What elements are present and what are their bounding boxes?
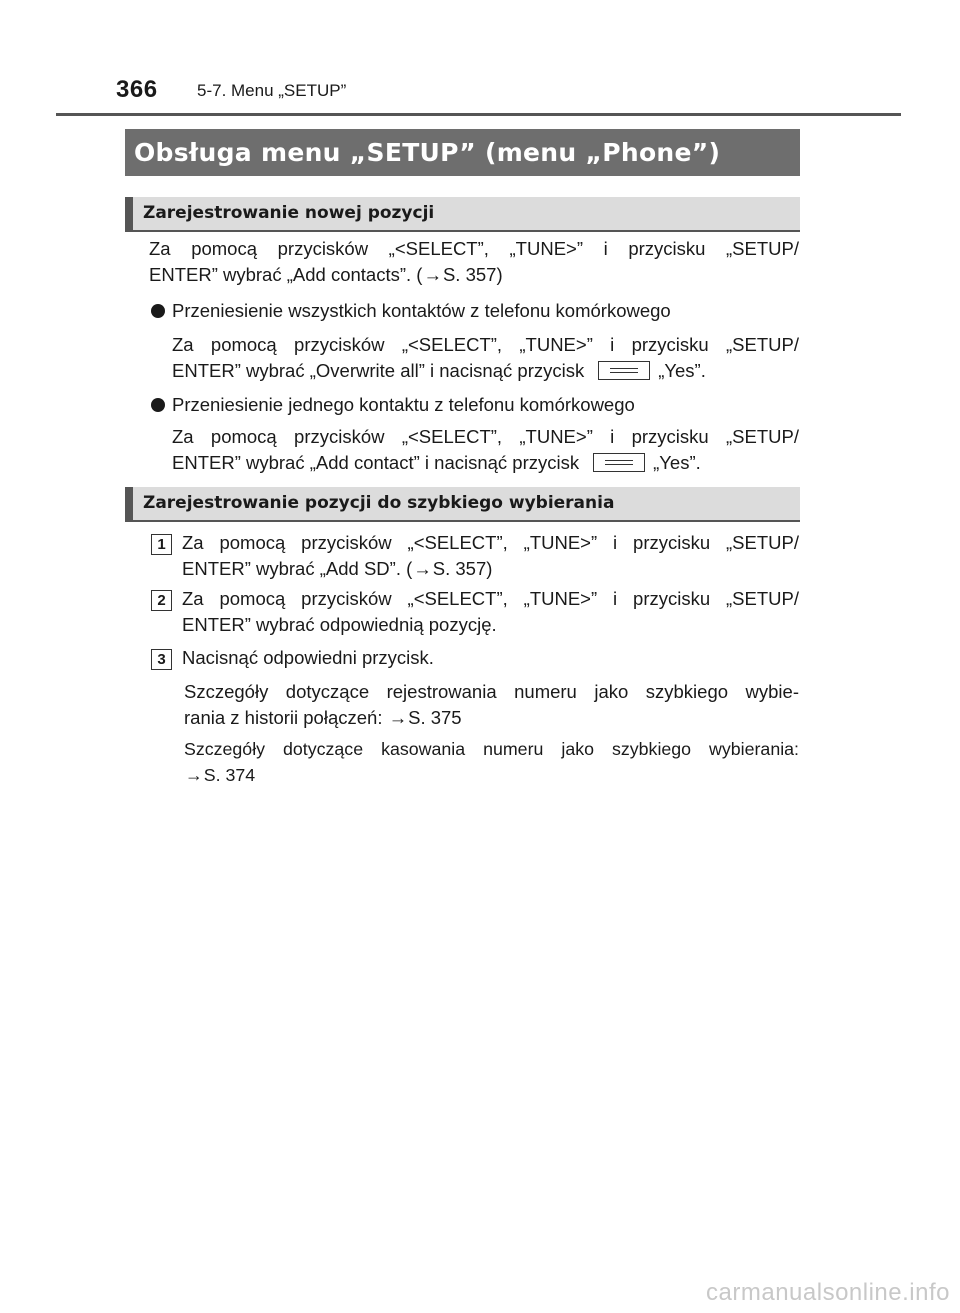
step-line-2: ENTER” wybrać „Add SD”. (→S. 357) — [182, 558, 492, 579]
bullet-icon — [151, 304, 165, 318]
bullet-line-1: Za pomocą przycisków „<SELECT”, „TUNE>” i przycisku „SETUP/ — [172, 334, 799, 355]
bullet-title-transfer-all: Przeniesienie wszystkich kontaktów z telefonu komórkowego — [172, 300, 671, 321]
note-line-1: Szczegóły dotyczące rejestrowania numeru jako szybkiego wybie- — [184, 681, 799, 702]
page-number: 366 — [116, 76, 158, 103]
bullet-line-2: ENTER” wybrać „Add contact” i nacisnąć przycisk „Yes”. — [172, 452, 701, 473]
step-1-text — [182, 530, 799, 582]
step-3-text: Nacisnąć odpowiedni przycisk. — [182, 647, 434, 668]
arrow-right-icon: → — [413, 558, 432, 579]
arrow-right-icon: → — [388, 707, 408, 728]
arrow-right-icon: → — [423, 264, 442, 285]
step-2-text — [182, 586, 799, 638]
bullet-line-1: Za pomocą przycisków „<SELECT”, „TUNE>” i przycisku „SETUP/ — [172, 426, 799, 447]
intro-line-1: Za pomocą przycisków „<SELECT”, „TUNE>” i przycisku „SETUP/ — [149, 238, 799, 259]
page-reference[interactable]: S. 374 — [203, 765, 256, 785]
step-number-2: 2 — [151, 590, 172, 611]
note-speed-dial-from-history — [184, 679, 799, 731]
arrow-right-icon: → — [185, 765, 203, 785]
intro-paragraph — [149, 236, 799, 288]
note-line-1: Szczegóły dotyczące kasowania numeru jako szybkiego wybierania: — [184, 739, 799, 759]
intro-line-2: ENTER” wybrać „Add contacts”. (→S. 357) — [149, 264, 503, 285]
section-heading-speed-dial: Zarejestrowanie pozycji do szybkiego wybierania — [125, 487, 800, 522]
page-reference[interactable]: S. 357) — [442, 264, 503, 285]
watermark: carmanualsonline.info — [706, 1279, 950, 1306]
section-heading-new-entry: Zarejestrowanie nowej pozycji — [125, 197, 800, 232]
note-line-2 — [184, 765, 255, 785]
page-header — [56, 76, 901, 116]
step-line-1: Za pomocą przycisków „<SELECT”, „TUNE>” i przycisku „SETUP/ — [182, 588, 799, 609]
note-speed-dial-delete — [184, 736, 799, 788]
bullet-line-2: ENTER” wybrać „Overwrite all” i nacisnąć przycisk „Yes”. — [172, 360, 706, 381]
step-line-2: ENTER” wybrać odpowiednią pozycję. — [182, 614, 497, 635]
step-number-3: 3 — [151, 649, 172, 670]
bullet-body-transfer-one — [172, 424, 799, 476]
bullet-body-transfer-all — [172, 332, 799, 384]
page-title: Obsługa menu „SETUP” (menu „Phone”) — [125, 129, 800, 176]
bullet-title-transfer-one: Przeniesienie jednego kontaktu z telefonu komórkowego — [172, 394, 635, 415]
section-label: 5-7. Menu „SETUP” — [197, 81, 347, 100]
note-line-2: rania z historii połączeń: →S. 375 — [184, 707, 462, 728]
step-number-1: 1 — [151, 534, 172, 555]
page-reference[interactable]: S. 375 — [408, 707, 462, 728]
step-line-1: Za pomocą przycisków „<SELECT”, „TUNE>” i przycisku „SETUP/ — [182, 532, 799, 553]
phone-button-icon — [593, 453, 645, 472]
phone-button-icon — [598, 361, 650, 380]
page-reference[interactable]: S. 357) — [432, 558, 493, 579]
bullet-icon — [151, 398, 165, 412]
